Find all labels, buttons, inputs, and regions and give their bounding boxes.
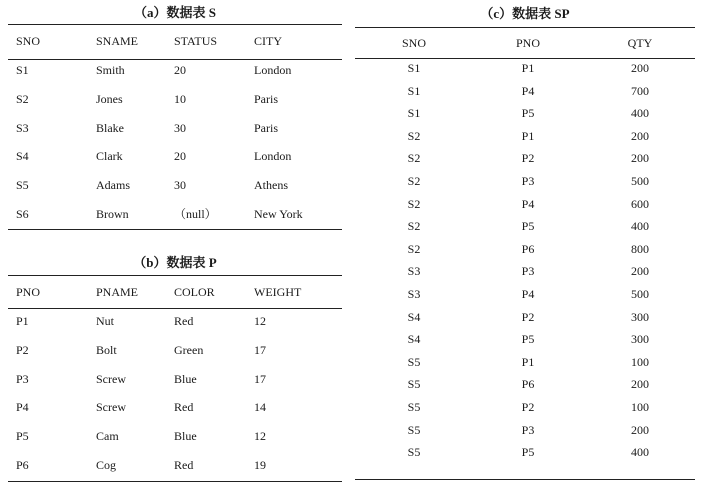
table-cell: P6 [16, 458, 29, 472]
table-cell: P4 [16, 400, 29, 415]
table-cell: 500 [631, 174, 649, 188]
table-rule [355, 27, 695, 28]
table-p-caption: （b）数据表 P [133, 255, 217, 270]
table-cell: P1 [521, 61, 535, 75]
table-cell: 30 [174, 178, 186, 193]
table-cell: S5 [407, 377, 421, 392]
table-rule [8, 275, 342, 276]
table-cell: 700 [631, 83, 649, 98]
table-cell: Green [174, 342, 204, 357]
table-cell: P6 [521, 377, 535, 392]
column-header: COLOR [174, 285, 215, 299]
table-cell: S6 [16, 207, 29, 221]
table-cell: 300 [631, 332, 649, 347]
table-cell: Clark [96, 149, 123, 164]
column-header: PNO [16, 285, 41, 299]
column-header: QTY [627, 36, 653, 50]
table-cell: 200 [631, 151, 649, 166]
table-cell: P3 [521, 422, 535, 437]
table-cell: S1 [407, 83, 421, 98]
table-cell: New York [254, 207, 303, 221]
column-header: WEIGHT [254, 285, 302, 299]
table-cell: P3 [521, 264, 535, 279]
table-cell: 30 [174, 120, 186, 135]
table-cell: S4 [16, 149, 29, 164]
table-cell: S2 [407, 174, 421, 188]
table-cell: P2 [521, 309, 535, 324]
table-cell: S5 [16, 178, 29, 193]
table-cell: Screw [96, 400, 126, 415]
table-cell: S1 [407, 61, 421, 75]
table-cell: S5 [407, 400, 421, 414]
table-cell: P1 [521, 128, 535, 143]
table-cell: Blue [174, 371, 197, 386]
table-rule [355, 58, 695, 59]
table-cell: 14 [254, 400, 266, 415]
table-cell: 200 [631, 128, 649, 143]
table-cell: S1 [407, 106, 421, 121]
table-cell: P3 [521, 174, 535, 188]
table-cell: P2 [521, 151, 535, 166]
table-cell: Red [174, 314, 194, 328]
table-cell: S2 [16, 91, 29, 106]
table-cell: 800 [631, 241, 649, 256]
table-cell: 17 [254, 342, 266, 357]
column-header: STATUS [174, 34, 218, 48]
table-cell: P5 [521, 219, 535, 234]
table-cell: Brown [96, 207, 129, 221]
table-rule [8, 24, 342, 25]
table-cell: London [254, 63, 292, 77]
table-cell: Athens [254, 178, 288, 193]
table-cell: S4 [407, 332, 421, 347]
table-cell: P6 [521, 241, 535, 256]
table-cell: S2 [407, 151, 421, 166]
column-header: SNO [401, 36, 427, 50]
table-cell: P1 [521, 354, 535, 369]
table-cell: Paris [254, 120, 278, 135]
table-cell: P4 [521, 83, 535, 98]
table-cell: 10 [174, 91, 186, 106]
table-cell: 500 [631, 287, 649, 301]
table-cell: Paris [254, 91, 278, 106]
table-cell: S5 [407, 445, 421, 460]
table-cell: 100 [631, 354, 649, 369]
table-cell: Red [174, 458, 194, 472]
table-cell: Red [174, 400, 194, 415]
table-cell: P5 [16, 429, 29, 444]
table-cell: S4 [407, 309, 421, 324]
table-cell: 200 [631, 264, 649, 279]
table-cell: 12 [254, 429, 266, 444]
table-cell: P2 [16, 342, 29, 357]
table-cell: Smith [96, 63, 125, 77]
table-cell: 17 [254, 371, 266, 386]
column-header: PNAME [96, 285, 139, 299]
table-cell: P4 [521, 196, 535, 211]
table-cell: P5 [521, 106, 535, 121]
table-cell: S1 [16, 63, 29, 77]
column-header: SNAME [96, 34, 139, 48]
table-cell: S3 [16, 120, 29, 135]
column-header: CITY [254, 34, 282, 48]
table-cell: Blake [96, 120, 124, 135]
table-cell: P5 [521, 445, 535, 460]
table-cell: 19 [254, 458, 266, 472]
table-cell: Nut [96, 314, 114, 328]
table-cell: Jones [96, 91, 123, 106]
table-cell: 200 [631, 377, 649, 392]
table-cell: 20 [174, 149, 186, 164]
table-cell: Cog [96, 458, 117, 472]
table-cell: S3 [407, 287, 421, 301]
table-cell: Adams [96, 178, 130, 193]
table-cell: （null） [174, 207, 217, 221]
table-cell: S2 [407, 196, 421, 211]
table-cell: Cam [96, 429, 119, 444]
table-cell: 400 [631, 219, 649, 234]
table-cell: S2 [407, 128, 421, 143]
table-rule [8, 59, 342, 60]
table-rule [8, 229, 342, 230]
table-s-caption: （a）数据表 S [134, 5, 216, 20]
column-header: PNO [515, 36, 541, 50]
table-rule [355, 479, 695, 480]
table-cell: Blue [174, 429, 197, 444]
table-rule [8, 481, 342, 482]
table-cell: 300 [631, 309, 649, 324]
table-cell: 100 [631, 400, 649, 414]
table-cell: P4 [521, 287, 535, 301]
table-cell: S5 [407, 422, 421, 437]
table-cell: S2 [407, 219, 421, 234]
table-cell: 400 [631, 106, 649, 121]
table-cell: London [254, 149, 292, 164]
table-cell: P1 [16, 314, 29, 328]
table-rule [8, 308, 342, 309]
table-cell: 600 [631, 196, 649, 211]
table-cell: S5 [407, 354, 421, 369]
column-header: SNO [16, 34, 41, 48]
table-cell: 400 [631, 445, 649, 460]
table-cell: Bolt [96, 342, 117, 357]
table-cell: Screw [96, 371, 126, 386]
table-cell: P3 [16, 371, 29, 386]
table-cell: P5 [521, 332, 535, 347]
table-cell: 200 [631, 422, 649, 437]
table-cell: P2 [521, 400, 535, 414]
table-sp-caption: （c）数据表 SP [480, 6, 570, 21]
table-cell: 20 [174, 63, 186, 77]
table-cell: S2 [407, 241, 421, 256]
table-cell: 200 [631, 61, 649, 75]
table-cell: 12 [254, 314, 266, 328]
table-cell: S3 [407, 264, 421, 279]
